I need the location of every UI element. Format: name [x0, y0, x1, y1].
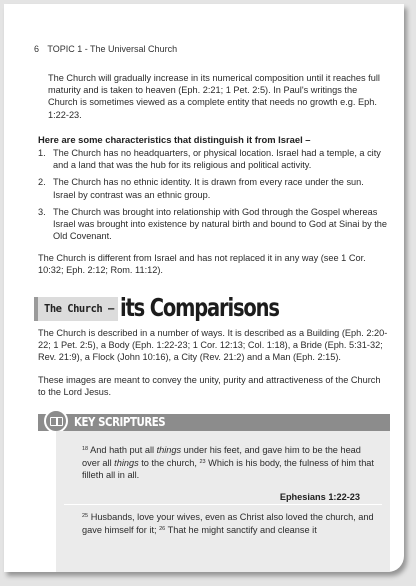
list-item: [38, 147, 388, 171]
verse-number: 18: [82, 446, 89, 452]
page: [4, 4, 404, 572]
israel-difference-paragraph: The Church is different from Israel and has not replaced it in any way (see 1 Cor. 10:32; Eph. 2:12; Rom. 11:12).: [38, 253, 366, 276]
book-icon: [44, 409, 68, 433]
running-head: [34, 44, 177, 54]
section-heading: [34, 291, 394, 327]
list-item: [38, 176, 388, 200]
section-heading-tab: The Church –: [34, 297, 118, 321]
verse-ephesians: [72, 443, 378, 482]
verse-text: under his feet, and gave him to be the head over all: [82, 445, 361, 469]
verse-text: And hath put all: [90, 445, 157, 455]
verse-number: 26: [159, 526, 166, 533]
list-number: 3.: [38, 206, 46, 217]
list-item: [38, 206, 388, 243]
description-paragraph: The Church is described in a number of ways. It is described as a Building (Eph. 2:20-22; 1 Pet. 2:5), a Body (Eph. 1:22-23; 1 Cor. 12:13; Col. 1:18), a Bride (Eph. 5:31-32; Rev. 21:9), a Flock (John 10:16), a City (Rev. 21:2) and a Man (Eph. 2:15).: [38, 328, 388, 363]
list-text: The Church has no ethnic identity. It is drawn from every race under the sun. Israel by contrast was an ethnic group.: [53, 177, 364, 200]
scripture-reference: Ephesians 1:22-23: [279, 492, 360, 502]
verse-ephesians-5: [72, 510, 378, 536]
verse-text: Which is his body, the fulness of him that filleth all in all.: [82, 458, 374, 481]
verse-text-italic: things: [156, 445, 182, 455]
images-paragraph: These images are meant to convey the unity, purity and attractiveness of the Church to the Lord Jesus.: [38, 375, 381, 398]
verse-text-italic: things: [114, 458, 139, 469]
key-scriptures-label: KEY SCRIPTURES: [74, 415, 166, 429]
characteristics-heading: Here are some characteristics that distinguish it from Israel –: [38, 134, 311, 145]
list-text: The Church has no headquarters, or physical location. Israel had a temple, a city and a land that was the hub for its religious and political activity.: [53, 148, 381, 171]
characteristics-list: [38, 147, 388, 247]
verse-number: 25: [82, 513, 89, 519]
verse-text: Husbands, love your wives, even as Christ also loved the church, and gave himself for it;: [82, 512, 374, 536]
intro-paragraph: The Church will gradually increase in its numerical composition until it reaches full maturity and is taken to heaven (Eph. 2:21; 1 Pet. 2:5). In Paul's writings the Church is sometimes viewed as a complete entity that needs no growth e.g. Eph. 1:22-23.: [48, 73, 380, 120]
page-number: 6: [34, 44, 40, 54]
list-number: 2.: [38, 177, 46, 188]
verse-text: to the church,: [138, 458, 200, 469]
verse-text: That he might sanctify and cleanse it: [167, 525, 317, 536]
topic-title: TOPIC 1 - The Universal Church: [47, 44, 178, 54]
list-text: The Church was brought into relationship with God through the Gospel whereas Israel was brought into existence by natural birth and bound to God at Sinai by the Old Covenant.: [53, 206, 388, 242]
list-number: 1.: [38, 148, 46, 158]
verse-number: 23: [199, 459, 206, 466]
divider: [64, 504, 382, 505]
section-heading-title: its Comparisons: [120, 293, 279, 322]
